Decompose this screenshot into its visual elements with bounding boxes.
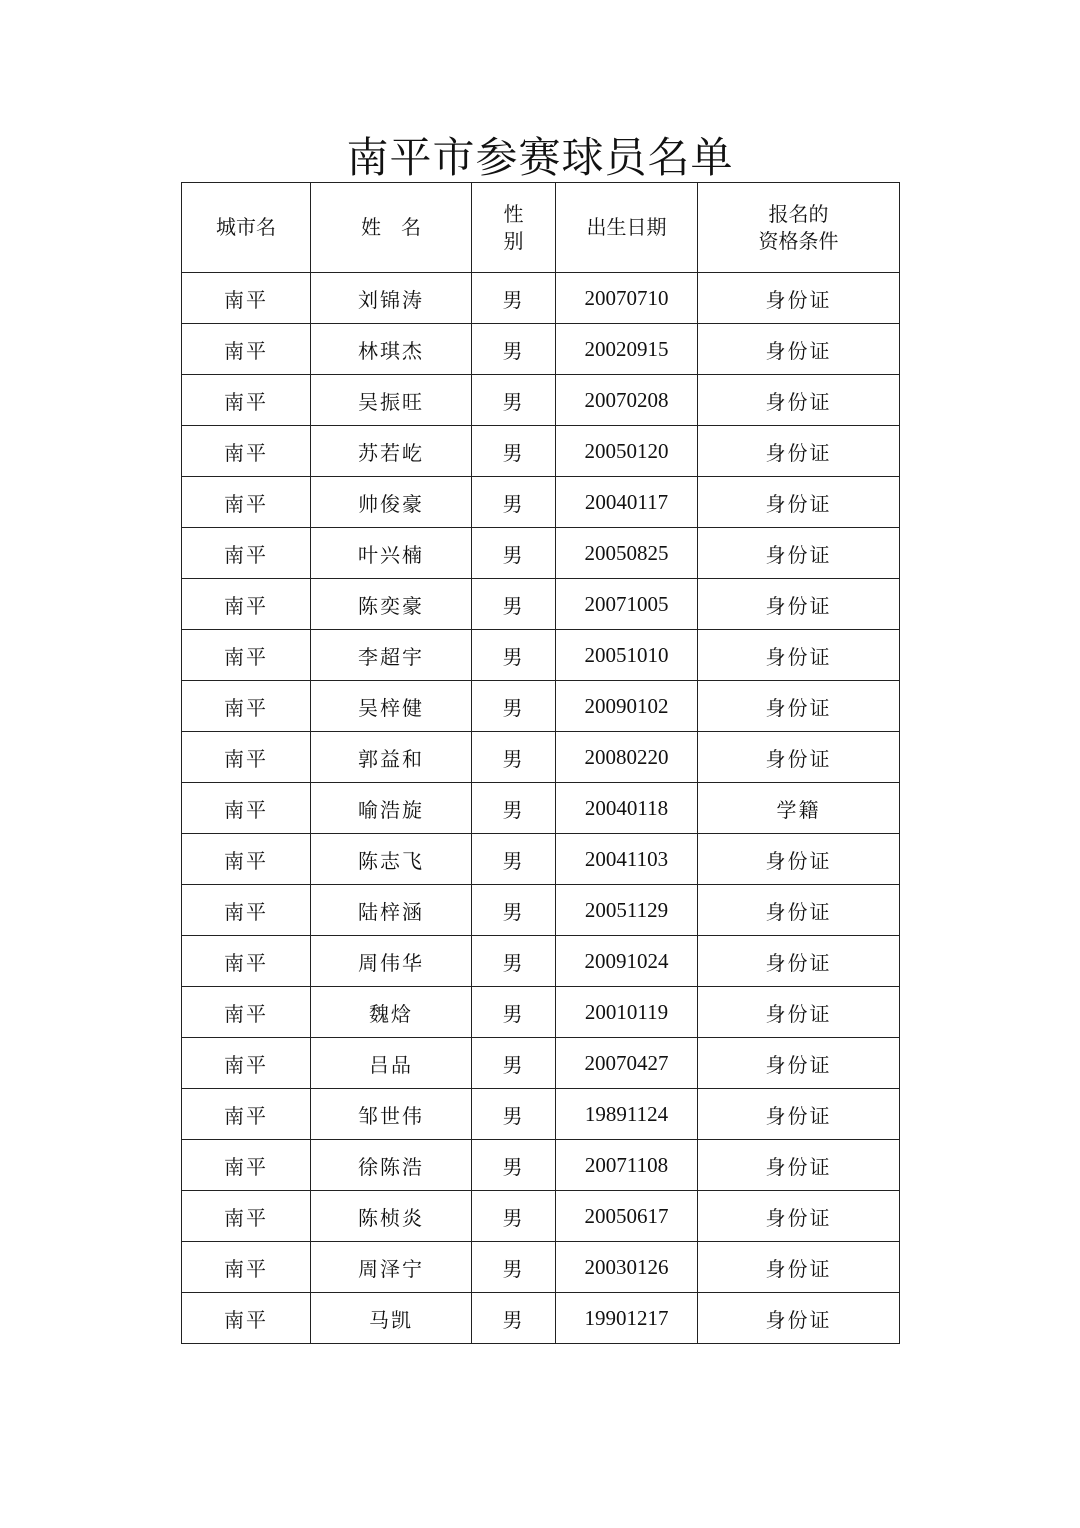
cell-birth-date: 20050617 — [556, 1191, 698, 1242]
cell-player-name: 苏若屹 — [311, 426, 472, 477]
cell-qualification: 身份证 — [698, 324, 900, 375]
cell-city: 南平 — [182, 885, 311, 936]
table-row — [182, 477, 900, 528]
header-name: 姓 名 — [311, 183, 472, 273]
cell-player-name: 马凯 — [311, 1293, 472, 1344]
cell-gender: 男 — [472, 783, 556, 834]
cell-gender: 男 — [472, 426, 556, 477]
header-qualification — [698, 183, 900, 273]
cell-player-name: 喻浩旋 — [311, 783, 472, 834]
cell-city: 南平 — [182, 1242, 311, 1293]
cell-gender: 男 — [472, 885, 556, 936]
cell-qualification: 身份证 — [698, 375, 900, 426]
table-row — [182, 324, 900, 375]
cell-city: 南平 — [182, 426, 311, 477]
table-row — [182, 579, 900, 630]
cell-qualification: 身份证 — [698, 1089, 900, 1140]
cell-gender: 男 — [472, 324, 556, 375]
cell-qualification: 身份证 — [698, 885, 900, 936]
cell-city: 南平 — [182, 732, 311, 783]
table-row — [182, 1038, 900, 1089]
cell-city: 南平 — [182, 1293, 311, 1344]
cell-player-name: 郭益和 — [311, 732, 472, 783]
cell-city: 南平 — [182, 273, 311, 324]
cell-gender: 男 — [472, 1191, 556, 1242]
cell-qualification: 身份证 — [698, 1242, 900, 1293]
table-row — [182, 936, 900, 987]
cell-birth-date: 20051010 — [556, 630, 698, 681]
cell-city: 南平 — [182, 1140, 311, 1191]
cell-player-name: 刘锦涛 — [311, 273, 472, 324]
cell-qualification: 身份证 — [698, 987, 900, 1038]
cell-player-name: 帅俊豪 — [311, 477, 472, 528]
cell-player-name: 徐陈浩 — [311, 1140, 472, 1191]
cell-gender: 男 — [472, 936, 556, 987]
cell-city: 南平 — [182, 987, 311, 1038]
cell-birth-date: 20070427 — [556, 1038, 698, 1089]
header-gender — [472, 183, 556, 273]
page-title: 南平市参赛球员名单 — [346, 133, 734, 182]
cell-gender: 男 — [472, 579, 556, 630]
table-row — [182, 987, 900, 1038]
cell-birth-date: 20091024 — [556, 936, 698, 987]
cell-qualification: 身份证 — [698, 1191, 900, 1242]
cell-qualification: 身份证 — [698, 630, 900, 681]
cell-city: 南平 — [182, 477, 311, 528]
cell-gender: 男 — [472, 681, 556, 732]
table-row — [182, 375, 900, 426]
cell-birth-date: 20040117 — [556, 477, 698, 528]
cell-gender: 男 — [472, 1140, 556, 1191]
cell-birth-date: 20010119 — [556, 987, 698, 1038]
cell-birth-date: 20040118 — [556, 783, 698, 834]
cell-qualification: 身份证 — [698, 528, 900, 579]
cell-player-name: 陆梓涵 — [311, 885, 472, 936]
cell-birth-date: 20051129 — [556, 885, 698, 936]
cell-city: 南平 — [182, 1089, 311, 1140]
table-row — [182, 1191, 900, 1242]
cell-player-name: 邹世伟 — [311, 1089, 472, 1140]
cell-gender: 男 — [472, 1038, 556, 1089]
cell-qualification: 身份证 — [698, 273, 900, 324]
cell-city: 南平 — [182, 783, 311, 834]
cell-birth-date: 20050120 — [556, 426, 698, 477]
cell-birth-date: 20071108 — [556, 1140, 698, 1191]
header-gender-line1: 性 — [503, 201, 524, 226]
cell-qualification: 身份证 — [698, 426, 900, 477]
cell-player-name: 吴梓健 — [311, 681, 472, 732]
cell-qualification: 身份证 — [698, 681, 900, 732]
cell-qualification: 身份证 — [698, 1140, 900, 1191]
cell-gender: 男 — [472, 1089, 556, 1140]
table-row — [182, 1089, 900, 1140]
cell-qualification: 身份证 — [698, 579, 900, 630]
cell-gender: 男 — [472, 1293, 556, 1344]
cell-gender: 男 — [472, 273, 556, 324]
cell-qualification: 学籍 — [698, 783, 900, 834]
table-row — [182, 1140, 900, 1191]
cell-player-name: 魏焓 — [311, 987, 472, 1038]
cell-gender: 男 — [472, 1242, 556, 1293]
table-row — [182, 630, 900, 681]
cell-birth-date: 20041103 — [556, 834, 698, 885]
header-qualification-line1: 报名的 — [768, 201, 829, 226]
table-row — [182, 426, 900, 477]
cell-city: 南平 — [182, 936, 311, 987]
header-qualification-line2: 资格条件 — [758, 228, 839, 253]
table-row — [182, 1293, 900, 1344]
cell-birth-date: 20020915 — [556, 324, 698, 375]
cell-birth-date: 20080220 — [556, 732, 698, 783]
cell-player-name: 吕品 — [311, 1038, 472, 1089]
cell-city: 南平 — [182, 630, 311, 681]
cell-gender: 男 — [472, 477, 556, 528]
cell-gender: 男 — [472, 732, 556, 783]
cell-city: 南平 — [182, 834, 311, 885]
cell-birth-date: 19901217 — [556, 1293, 698, 1344]
header-row — [182, 183, 900, 273]
cell-qualification: 身份证 — [698, 1293, 900, 1344]
cell-birth-date: 20030126 — [556, 1242, 698, 1293]
cell-player-name: 叶兴楠 — [311, 528, 472, 579]
cell-player-name: 林琪杰 — [311, 324, 472, 375]
cell-city: 南平 — [182, 1191, 311, 1242]
cell-city: 南平 — [182, 1038, 311, 1089]
cell-city: 南平 — [182, 324, 311, 375]
cell-player-name: 周伟华 — [311, 936, 472, 987]
cell-birth-date: 20070710 — [556, 273, 698, 324]
table-row — [182, 681, 900, 732]
cell-player-name: 陈志飞 — [311, 834, 472, 885]
roster-body — [182, 273, 900, 1344]
cell-gender: 男 — [472, 528, 556, 579]
cell-player-name: 李超宇 — [311, 630, 472, 681]
table-row — [182, 885, 900, 936]
cell-gender: 男 — [472, 834, 556, 885]
cell-birth-date: 19891124 — [556, 1089, 698, 1140]
table-row — [182, 528, 900, 579]
cell-city: 南平 — [182, 375, 311, 426]
cell-qualification: 身份证 — [698, 936, 900, 987]
header-gender-line2: 别 — [503, 228, 524, 253]
table-row — [182, 783, 900, 834]
cell-player-name: 周泽宁 — [311, 1242, 472, 1293]
cell-city: 南平 — [182, 681, 311, 732]
cell-city: 南平 — [182, 579, 311, 630]
table-row — [182, 1242, 900, 1293]
cell-gender: 男 — [472, 987, 556, 1038]
table-row — [182, 834, 900, 885]
cell-player-name: 陈奕豪 — [311, 579, 472, 630]
table-row — [182, 273, 900, 324]
header-city: 城市名 — [182, 183, 311, 273]
cell-player-name: 陈桢炎 — [311, 1191, 472, 1242]
cell-city: 南平 — [182, 528, 311, 579]
cell-player-name: 吴振旺 — [311, 375, 472, 426]
cell-gender: 男 — [472, 375, 556, 426]
table-row — [182, 732, 900, 783]
cell-birth-date: 20090102 — [556, 681, 698, 732]
cell-birth-date: 20070208 — [556, 375, 698, 426]
cell-gender: 男 — [472, 630, 556, 681]
cell-qualification: 身份证 — [698, 834, 900, 885]
header-birth-date: 出生日期 — [556, 183, 698, 273]
cell-qualification: 身份证 — [698, 732, 900, 783]
cell-qualification: 身份证 — [698, 1038, 900, 1089]
cell-qualification: 身份证 — [698, 477, 900, 528]
cell-birth-date: 20050825 — [556, 528, 698, 579]
cell-birth-date: 20071005 — [556, 579, 698, 630]
roster-table — [181, 182, 900, 1344]
